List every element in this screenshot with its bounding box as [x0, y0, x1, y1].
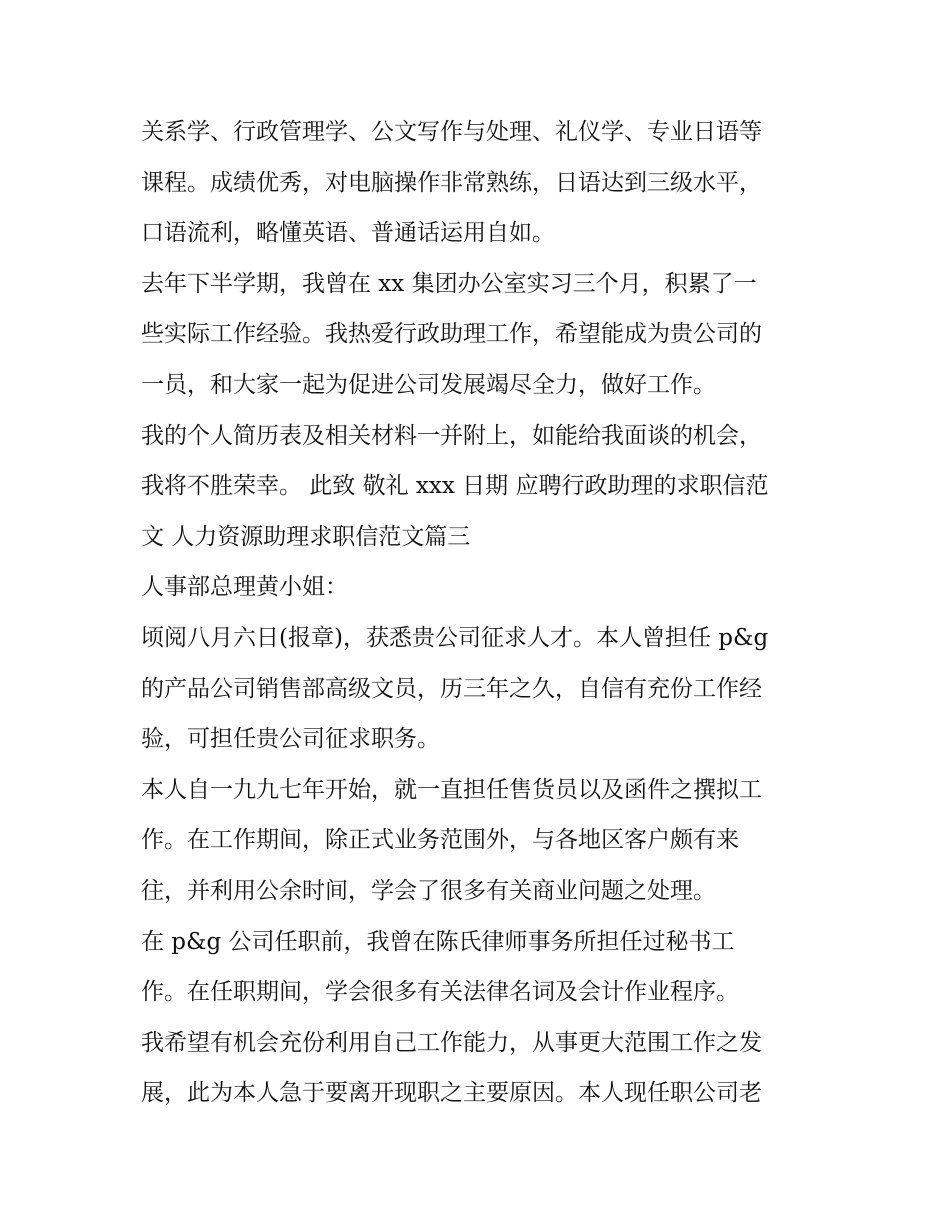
- text-line-12: 的产品公司销售部高级文员，历三年之久，自信有充份工作经: [141, 675, 762, 702]
- letter-body: [141, 107, 821, 1119]
- text-line-1: 关系学、行政管理学、公文写作与处理、礼仪学、专业日语等: [141, 119, 762, 145]
- text-line-11: 顷阅八月六日(报章)，获悉贵公司征求人才。本人曾担任 p&g: [141, 624, 769, 651]
- text-line-16: 往，并利用公余时间，学会了很多有关商业问题之处理。: [141, 877, 716, 904]
- text-line-6: 一员，和大家一起为促进公司发展竭尽全力，做好工作。: [141, 371, 716, 398]
- text-line-15: 作。在工作期间，除正式业务范围外，与各地区客户颇有来: [141, 827, 739, 854]
- salutation: 人事部总理黄小姐：: [141, 574, 348, 601]
- text-line-19: 我希望有机会充份利用自己工作能力，从事更大范围工作之发: [141, 1029, 762, 1056]
- text-line-18: 作。在任职期间，学会很多有关法律名词及会计作业程序。: [141, 979, 739, 1006]
- text-line-5: 些实际工作经验。我热爱行政助理工作，希望能成为贵公司的: [141, 321, 762, 348]
- text-line-4: 去年下半学期，我曾在 xx 集团办公室实习三个月，积累了一: [141, 270, 757, 297]
- text-line-17: 在 p&g 公司任职前，我曾在陈氏律师事务所担任过秘书工: [141, 928, 735, 955]
- text-line-14: 本人自一九九七年开始，就一直担任售货员以及函件之撰拟工: [141, 776, 762, 803]
- text-line-7: 我的个人简历表及相关材料一并附上，如能给我面谈的机会，: [141, 422, 762, 449]
- text-line-2: 课程。成绩优秀，对电脑操作非常熟练，日语达到三级水平，: [141, 169, 762, 196]
- text-line-13: 验，可担任贵公司征求职务。: [141, 726, 440, 753]
- text-line-9: 文 人力资源助理求职信范文篇三: [141, 523, 471, 550]
- text-line-3: 口语流利，略懂英语、普通话运用自如。: [141, 220, 555, 247]
- text-line-20: 展，此为本人急于要离开现职之主要原因。本人现任职公司老: [141, 1080, 762, 1107]
- text-line-8: 我将不胜荣幸。 此致 敬礼 xxx 日期 应聘行政助理的求职信范: [141, 473, 769, 500]
